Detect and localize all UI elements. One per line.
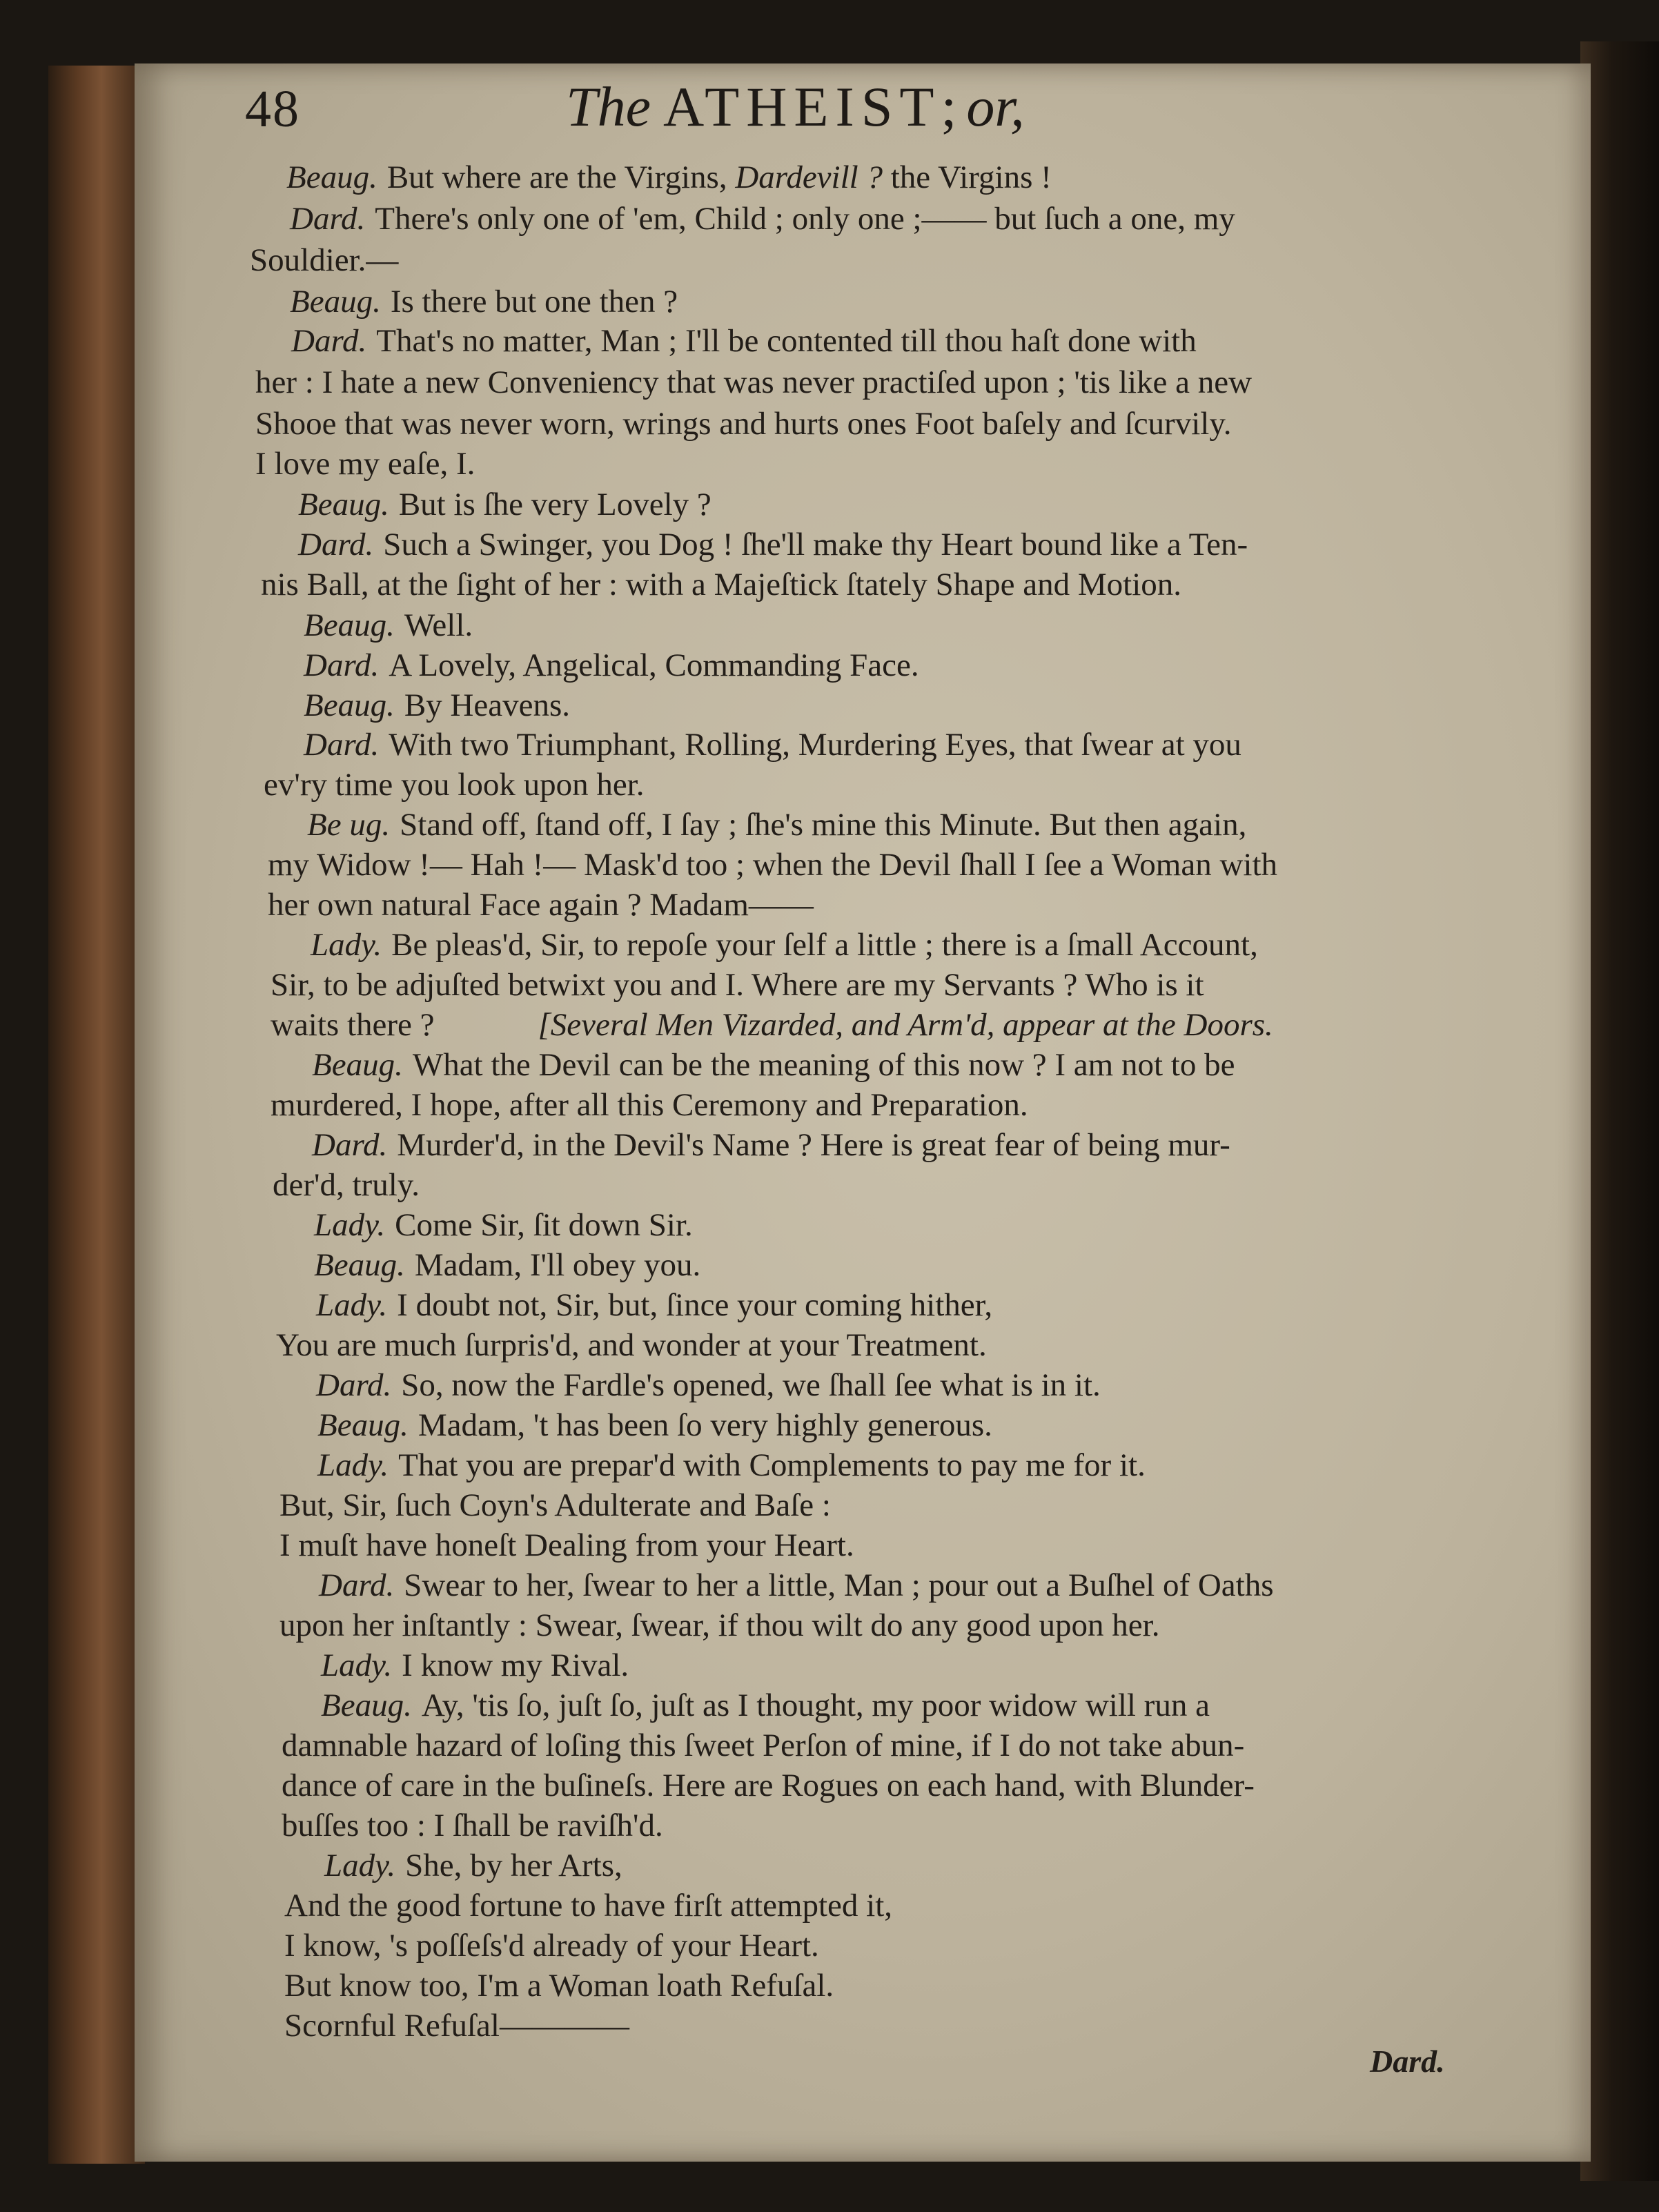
text-line: murdered, I hope, after all this Ceremony and Preparation. bbox=[271, 1087, 1028, 1123]
text-line: her own natural Face again ? Madam—— bbox=[268, 887, 814, 923]
text-line: Beaug. Well. bbox=[304, 607, 473, 643]
running-title-separator: ; bbox=[941, 75, 957, 138]
text-line: Lady. She, by her Arts, bbox=[324, 1848, 622, 1883]
text-line: der'd, truly. bbox=[273, 1167, 420, 1203]
text-line: Beaug. Ay, 'tis ſo, juſt ſo, juſt as I thought, my poor widow will run a bbox=[321, 1687, 1210, 1723]
text-line: Dard. Murder'd, in the Devil's Name ? Here is great fear of being mur- bbox=[312, 1127, 1230, 1163]
text-line: Scornful Refuſal———— bbox=[284, 2008, 629, 2044]
text-line: Lady. Be pleas'd, Sir, to repoſe your ſelf a little ; there is a ſmall Account, bbox=[311, 927, 1258, 963]
text-line: Beaug. Madam, I'll obey you. bbox=[314, 1247, 701, 1283]
text-line: Dard. A Lovely, Angelical, Commanding Face. bbox=[304, 647, 919, 683]
text-line: damnable hazard of loſing this ſweet Perſon of mine, if I do not take abun- bbox=[282, 1727, 1245, 1763]
text-line: But know too, I'm a Woman loath Refuſal. bbox=[284, 1968, 834, 2004]
running-title bbox=[566, 75, 1187, 139]
text-line: I muſt have honeſt Dealing from your Heart. bbox=[279, 1527, 854, 1563]
text-line: Shooe that was never worn, wrings and hurts ones Foot baſely and ſcurvily. bbox=[255, 406, 1232, 442]
text-line: Sir, to be adjuſted betwixt you and I. Where are my Servants ? Who is it bbox=[271, 967, 1204, 1003]
text-line: Dard. With two Triumphant, Rolling, Murdering Eyes, that ſwear at you bbox=[304, 727, 1241, 763]
text-line: I know, 's poſſeſs'd already of your Heart. bbox=[284, 1928, 819, 1964]
text-line: Souldier.— bbox=[250, 242, 399, 278]
running-title-or: or, bbox=[966, 75, 1025, 138]
text-line: You are much ſurpris'd, and wonder at your Treatment. bbox=[276, 1327, 987, 1363]
text-line: Beaug. But where are the Virgins, Dardevill ? the Virgins ! bbox=[286, 159, 1052, 195]
text-line: Beaug. Madam, 't has been ſo very highly generous. bbox=[317, 1407, 992, 1443]
text-line: Beaug. By Heavens. bbox=[304, 687, 570, 723]
text-line: But, Sir, ſuch Coyn's Adulterate and Baſe : bbox=[279, 1487, 831, 1523]
catchword: Dard. bbox=[1370, 2044, 1445, 2079]
text-line: Dard. That's no matter, Man ; I'll be contented till thou haſt done with bbox=[291, 323, 1197, 359]
text-line: waits there ? [Several Men Vizarded, and Arm'd, appear at the Doors. bbox=[271, 1007, 1273, 1043]
text-line: Be ug. Stand off, ſtand off, I ſay ; ſhe's mine this Minute. But then again, bbox=[307, 807, 1247, 843]
text-line: her : I hate a new Conveniency that was never practiſed upon ; 'tis like a new bbox=[255, 364, 1253, 400]
text-line: Dard. There's only one of 'em, Child ; only one ;—— but ſuch a one, my bbox=[290, 201, 1235, 237]
book-binding-right bbox=[1580, 41, 1659, 2181]
text-line: Dard. Such a Swinger, you Dog ! ſhe'll make thy Heart bound like a Ten- bbox=[298, 527, 1248, 562]
text-line: dance of care in the buſineſs. Here are Rogues on each hand, with Blunder- bbox=[282, 1768, 1255, 1803]
text-line: Beaug. What the Devil can be the meaning of this now ? I am not to be bbox=[312, 1047, 1235, 1083]
text-line: Beaug. But is ſhe very Lovely ? bbox=[298, 487, 711, 522]
text-line: nis Ball, at the ſight of her : with a Majeſtick ſtately Shape and Motion. bbox=[261, 567, 1182, 603]
text-line: And the good fortune to have firſt attempted it, bbox=[284, 1888, 893, 1924]
text-line: ev'ry time you look upon her. bbox=[264, 767, 645, 803]
text-line: my Widow !— Hah !— Mask'd too ; when the Devil ſhall I ſee a Woman with bbox=[268, 847, 1278, 883]
running-title-main: ATHEIST bbox=[663, 75, 941, 138]
text-line: I love my eaſe, I. bbox=[255, 446, 475, 482]
text-line: Dard. Swear to her, ſwear to her a little, Man ; pour out a Buſhel of Oaths bbox=[319, 1567, 1274, 1603]
text-line: Lady. That you are prepar'd with Complements to pay me for it. bbox=[317, 1447, 1146, 1483]
stage-direction: [Several Men Vizarded, and Arm'd, appear at the Doors. bbox=[538, 1007, 1273, 1043]
book-binding-left bbox=[48, 66, 145, 2164]
text-line: upon her inſtantly : Swear, ſwear, if thou wilt do any good upon her. bbox=[279, 1607, 1160, 1643]
page-number: 48 bbox=[245, 80, 300, 138]
text-line: Beaug. Is there but one then ? bbox=[290, 284, 678, 320]
running-title-the: The bbox=[566, 75, 651, 138]
text-line: Lady. I know my Rival. bbox=[321, 1647, 629, 1683]
text-line: buſſes too : I ſhall be raviſh'd. bbox=[282, 1808, 663, 1843]
text-line: Dard. So, now the Fardle's opened, we ſhall ſee what is in it. bbox=[316, 1367, 1101, 1403]
text-line: Lady. Come Sir, ſit down Sir. bbox=[314, 1207, 693, 1243]
text-line: Lady. I doubt not, Sir, but, ſince your coming hither, bbox=[316, 1287, 993, 1323]
